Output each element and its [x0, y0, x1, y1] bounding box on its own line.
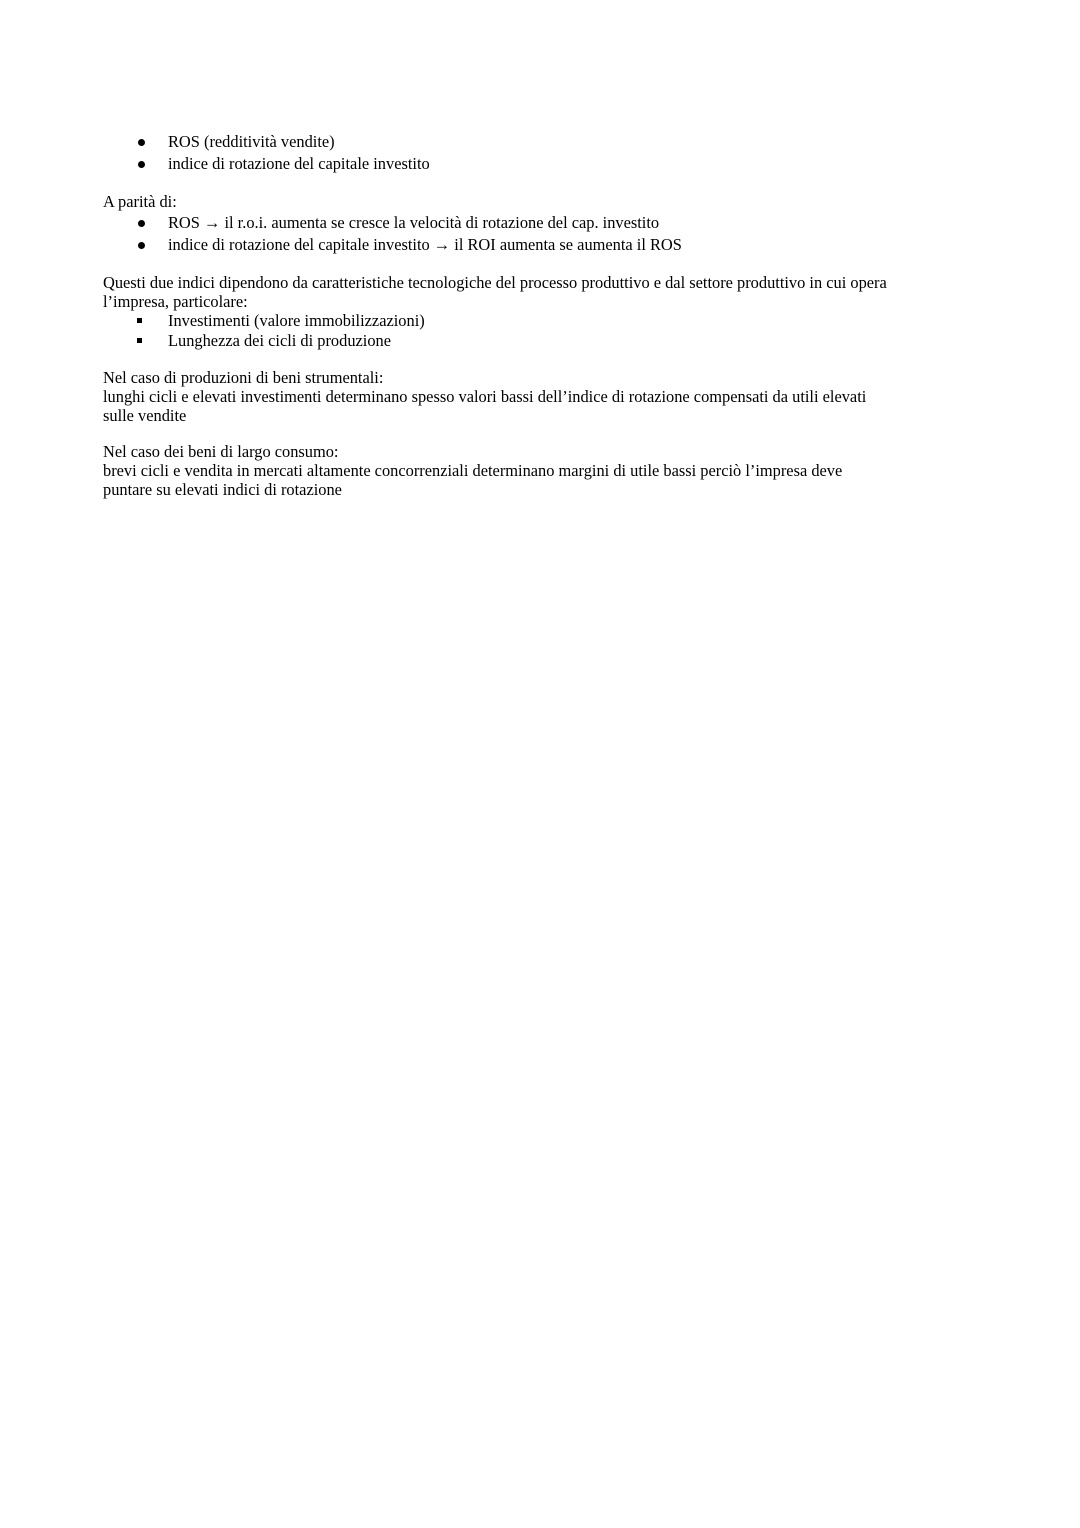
intro-bullet-list	[103, 131, 1003, 175]
list-item-text: indice di rotazione del capitale investito	[168, 154, 430, 173]
indici-square-list	[103, 311, 1003, 351]
indici-line-2: l’impresa, particolare:	[103, 292, 248, 311]
bullet-square-icon	[137, 318, 142, 323]
bullet-dot-icon	[138, 139, 145, 146]
list-item	[103, 153, 1003, 175]
list-item	[103, 311, 1003, 331]
list-item-text: Lunghezza dei cicli di produzione	[168, 331, 392, 350]
list-item	[103, 331, 1003, 351]
bullet-dot-icon	[138, 242, 145, 249]
strumentali-heading: Nel caso di produzioni di beni strumentali:	[103, 368, 384, 387]
bullet-dot-icon	[138, 220, 145, 227]
document-content	[103, 131, 1003, 499]
parita-bullet-list	[103, 212, 1003, 256]
list-item	[103, 131, 1003, 153]
list-item-text: ROS (redditività vendite)	[168, 132, 335, 151]
largo-consumo-line-1: brevi cicli e vendita in mercati altamente concorrenziali determinano margini di utile bassi perciò l’impresa deve	[103, 461, 843, 480]
largo-consumo-line-2: puntare su elevati indici di rotazione	[103, 480, 342, 499]
list-item-text: Investimenti (valore immobilizzazioni)	[168, 311, 425, 330]
bullet-square-icon	[137, 338, 142, 343]
list-item-text: indice di rotazione del capitale investito → il ROI aumenta se aumenta il ROS	[168, 235, 682, 254]
indici-line-1: Questi due indici dipendono da caratteristiche tecnologiche del processo produttivo e dal settore produttivo in cui opera	[103, 273, 887, 292]
strumentali-line-1: lunghi cicli e elevati investimenti determinano spesso valori bassi dell’indice di rotazione compensati da utili elevati	[103, 387, 867, 406]
bullet-dot-icon	[138, 161, 145, 168]
list-item	[103, 212, 1003, 234]
parita-heading: A parità di:	[103, 192, 177, 211]
list-item-text: ROS → il r.o.i. aumenta se cresce la velocità di rotazione del cap. investito	[168, 213, 660, 232]
list-item	[103, 234, 1003, 256]
largo-consumo-heading: Nel caso dei beni di largo consumo:	[103, 442, 339, 461]
strumentali-line-2: sulle vendite	[103, 406, 187, 425]
